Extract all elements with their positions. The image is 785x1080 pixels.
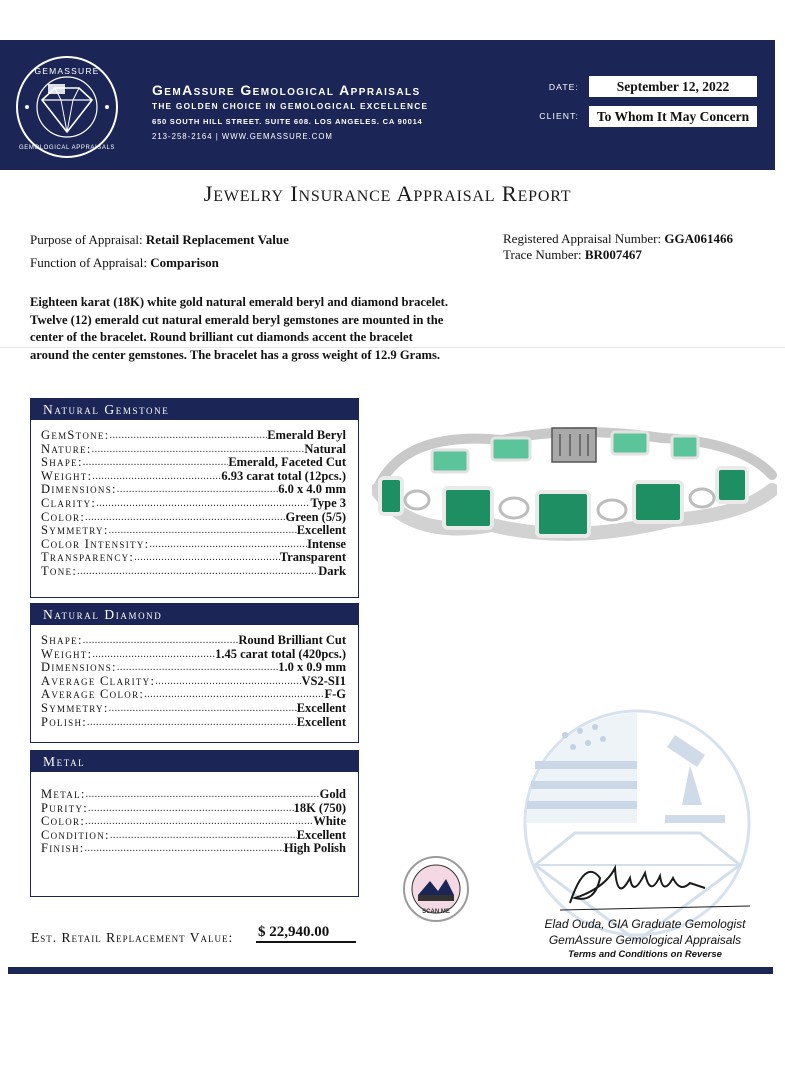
- gemstone-row-label: Nature:: [41, 441, 92, 456]
- leader-dots: [88, 802, 294, 816]
- item-description: Eighteen karat (18K) white gold natural emerald beryl and diamond bracelet. Twelve (12) emerald cut natural emerald beryl gemstones are mounted in the center of the bracelet. Round brilliant cut diamonds accent the bracelet around the center gemstones. The bracelet has a gross weight of 12.9 Grams.: [30, 295, 449, 362]
- trace-number: [503, 247, 642, 263]
- gemstone-row-value: Transparent: [279, 550, 346, 565]
- metal-row: [41, 802, 346, 816]
- registered-appraisal-number: [503, 231, 733, 247]
- verification-seal: [402, 855, 470, 923]
- gemstone-row-label: Color Intensity:: [41, 536, 150, 551]
- metal-row-value: High Polish: [283, 841, 346, 856]
- natural-diamond-heading: Natural Diamond: [31, 604, 358, 625]
- company-address: 650 SOUTH HILL STREET. SUITE 608. LOS ANGELES. CA 90014: [152, 117, 423, 126]
- registered-value: GGA061466: [664, 231, 734, 246]
- header-band: [0, 40, 775, 170]
- bracelet-photo: [372, 420, 777, 555]
- leader-dots: [144, 688, 324, 702]
- diamond-row-label: Polish:: [41, 714, 88, 729]
- gemstone-row-value: Green (5/5): [285, 509, 346, 524]
- gemstone-row-label: Shape:: [41, 455, 83, 470]
- leader-dots: [85, 815, 313, 829]
- gemstone-row-label: Clarity:: [41, 495, 97, 510]
- natural-gemstone-heading: Natural Gemstone: [31, 399, 358, 420]
- leader-dots: [110, 829, 297, 843]
- diamond-row: [41, 634, 346, 648]
- metal-row-label: Purity:: [41, 800, 89, 815]
- metal-row: [41, 842, 346, 856]
- leader-dots: [85, 842, 284, 856]
- diamond-row: [41, 716, 346, 730]
- leader-dots: [77, 565, 318, 579]
- client-value: To Whom It May Concern: [589, 106, 757, 127]
- signer-name: Elad Ouda, GIA Graduate Gemologist: [544, 917, 746, 931]
- leader-dots: [92, 648, 215, 662]
- leader-dots: [109, 702, 297, 716]
- leader-dots: [117, 661, 278, 675]
- gemstone-row: [41, 551, 346, 565]
- date-label: DATE:: [548, 82, 579, 92]
- diamond-row-value: F-G: [324, 687, 346, 702]
- leader-dots: [134, 551, 280, 565]
- metal-heading: Metal: [31, 751, 358, 772]
- metal-row-value: 18K (750): [293, 800, 346, 815]
- gemstone-row: [41, 470, 346, 484]
- gemstone-row: [41, 456, 346, 470]
- logo-text-top: GEMASSURE: [34, 66, 100, 76]
- signer-company: GemAssure Gemological Appraisals: [548, 933, 742, 947]
- leader-dots: [92, 470, 221, 484]
- gemstone-rows: [31, 420, 358, 579]
- registered-label: Registered Appraisal Number:: [503, 231, 662, 246]
- company-tagline: THE GOLDEN CHOICE IN GEMOLOGICAL EXCELLENCE: [152, 101, 429, 111]
- gemstone-row: [41, 511, 346, 525]
- gemstone-row-value: 6.93 carat total (12pcs.): [221, 468, 346, 483]
- diamond-row: [41, 702, 346, 716]
- report-title: Jewelry Insurance Appraisal Report: [203, 181, 572, 206]
- leader-dots: [83, 456, 229, 470]
- function-label: Function of Appraisal:: [30, 255, 147, 270]
- gemstone-row: [41, 429, 346, 443]
- metal-row-label: Color:: [41, 814, 86, 829]
- gemstone-row: [41, 443, 346, 457]
- metal-row-value: Gold: [319, 787, 346, 801]
- diamond-row: [41, 675, 346, 689]
- trace-label: Trace Number:: [503, 247, 582, 262]
- leader-dots: [86, 788, 320, 802]
- gemstone-row: [41, 565, 346, 579]
- gemstone-row-label: Tone:: [41, 563, 78, 578]
- diamond-row-value: 1.45 carat total (420pcs.): [215, 646, 346, 661]
- client-label: CLIENT:: [539, 111, 579, 121]
- function-value: Comparison: [150, 255, 219, 270]
- gemstone-row-label: Weight:: [41, 468, 93, 483]
- diamond-row-value: VS2-SI1: [301, 673, 346, 688]
- gemstone-row-value: Excellent: [296, 523, 346, 538]
- gemstone-row-label: Symmetry:: [41, 523, 109, 538]
- gemstone-row-label: Color:: [41, 509, 86, 524]
- metal-row: [41, 815, 346, 829]
- gemstone-row: [41, 538, 346, 552]
- metal-panel: [30, 750, 359, 897]
- diamond-row-label: Symmetry:: [41, 700, 109, 715]
- gemstone-row-label: Dimensions:: [41, 482, 117, 497]
- diamond-row: [41, 688, 346, 702]
- gemstone-row-value: Type 3: [310, 495, 346, 510]
- diamond-row-label: Average Clarity:: [41, 673, 156, 688]
- gemstone-row-value: 6.0 x 4.0 mm: [278, 482, 346, 497]
- diamond-row-label: Shape:: [41, 633, 83, 647]
- leader-dots: [83, 634, 239, 648]
- estimated-value-underline: [256, 941, 356, 943]
- leader-dots: [85, 511, 285, 525]
- leader-dots: [87, 716, 297, 730]
- gemstone-row-label: Transparency:: [41, 550, 135, 565]
- signature: [555, 848, 755, 918]
- gemstone-row-value: Emerald Beryl: [267, 428, 346, 442]
- metal-row-label: Metal:: [41, 787, 86, 801]
- footer-bar: [8, 967, 773, 974]
- diamond-row-value: Excellent: [296, 700, 346, 715]
- gemstone-row: [41, 497, 346, 511]
- seal-text: SCAN ME: [422, 909, 450, 915]
- estimated-value: $ 22,940.00: [258, 924, 330, 940]
- diamond-row-value: Excellent: [296, 714, 346, 729]
- leader-dots: [117, 483, 278, 497]
- gemstone-row-value: Natural: [304, 441, 346, 456]
- metal-row-value: White: [313, 814, 346, 829]
- diamond-row-label: Dimensions:: [41, 660, 117, 675]
- gemstone-row: [41, 483, 346, 497]
- diamond-rows: [31, 625, 358, 729]
- purpose-of-appraisal: [30, 232, 289, 248]
- purpose-label: Purpose of Appraisal:: [30, 232, 143, 247]
- natural-diamond-panel: [30, 603, 359, 743]
- leader-dots: [109, 429, 267, 443]
- metal-rows: [31, 772, 358, 856]
- trace-value: BR007467: [584, 247, 642, 262]
- date-value: September 12, 2022: [589, 76, 757, 97]
- diamond-row-label: Average Color:: [41, 687, 145, 702]
- diamond-row-label: Weight:: [41, 646, 93, 661]
- company-name: GemAssure Gemological Appraisals: [152, 82, 421, 98]
- gemstone-row: [41, 524, 346, 538]
- diamond-row: [41, 648, 346, 662]
- diamond-row: [41, 661, 346, 675]
- leader-dots: [149, 538, 307, 552]
- gemstone-row-value: Emerald, Faceted Cut: [228, 455, 346, 470]
- function-of-appraisal: [30, 255, 219, 271]
- leader-dots: [155, 675, 301, 689]
- natural-gemstone-panel: [30, 398, 359, 598]
- diamond-row-value: 1.0 x 0.9 mm: [278, 660, 346, 675]
- terms-note: Terms and Conditions on Reverse: [568, 949, 722, 960]
- leader-dots: [92, 443, 305, 457]
- diamond-row-value: Round Brilliant Cut: [238, 633, 346, 647]
- gemassure-logo: [14, 54, 120, 160]
- leader-dots: [109, 524, 297, 538]
- gemstone-row-label: GemStone:: [41, 428, 110, 442]
- company-contact: 213-258-2164 | WWW.GEMASSURE.COM: [152, 132, 333, 141]
- metal-row: [41, 788, 346, 802]
- metal-row-label: Condition:: [41, 827, 110, 842]
- metal-row-label: Finish:: [41, 841, 85, 856]
- purpose-value: Retail Replacement Value: [145, 232, 289, 247]
- gemstone-row-value: Intense: [307, 536, 346, 551]
- estimated-value-label: Est. Retail Replacement Value:: [31, 930, 234, 945]
- logo-text-bottom: GEMOLOGICAL APPRAISALS: [18, 145, 116, 151]
- gemstone-row-value: Dark: [318, 563, 346, 578]
- leader-dots: [96, 497, 310, 511]
- metal-row-value: Excellent: [296, 827, 346, 842]
- metal-row: [41, 829, 346, 843]
